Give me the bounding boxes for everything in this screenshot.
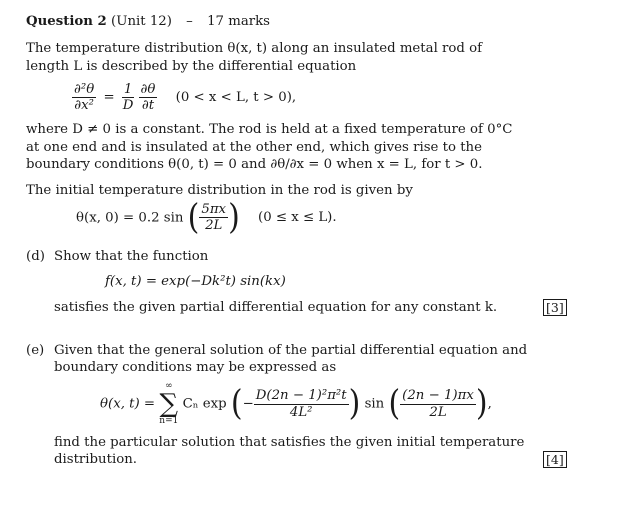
question-header — [26, 14, 270, 29]
part-e-line-3: find the particular solution that satisfies the given initial temperature — [54, 435, 525, 450]
header-dash: – — [186, 14, 193, 29]
initial-arg-fraction: $\frac{5\pi x}{2L}$ — [201, 202, 227, 234]
pde-coef-fraction: $\frac{1}{D}$ — [122, 82, 134, 114]
intro-line-1: The temperature distribution θ(x, t) along an insulated metal rod of — [26, 41, 483, 56]
part-d-line-1: Show that the function — [54, 249, 209, 264]
part-d-line-2: satisfies the given partial differential equation for any constant k. — [54, 300, 498, 315]
unit-label: (Unit 12) — [111, 14, 172, 29]
general-solution-equation: θ(x, t) = ∞ ∑ n=1 Cₙ exp (− $\frac{\text{D(2n − 1)²π²t}}{\text{4L²}}$ ) sin ( $\frac{(2n - 1)\pi x}{2L}$ ), — [100, 381, 492, 426]
part-e-marks: [4] — [543, 452, 567, 468]
general-lhs: θ(x, t) = — [100, 396, 156, 412]
part-d-formula: f(x, t) = exp(−Dk²t) sin(kx) — [105, 274, 286, 289]
part-e-label: (e) — [26, 343, 45, 358]
intro-line-2: length L is described by the differential equation — [26, 59, 357, 74]
initial-domain: (0 ≤ x ≤ L). — [258, 210, 337, 226]
sin-argument-fraction: $\frac{(2n - 1)\pi x}{2L}$ — [402, 388, 474, 420]
part-e-line-2: boundary conditions may be expressed as — [54, 360, 337, 375]
pde-rhs-fraction: $\frac{\partial\theta}{\partial t}$ — [140, 82, 156, 114]
initial-line: The initial temperature distribution in the rod is given by — [26, 183, 413, 198]
pde-domain: (0 < x < L, t > 0), — [175, 90, 297, 106]
initial-lhs: θ(x, 0) = 0.2 sin — [76, 210, 184, 226]
part-e-line-4: distribution. — [54, 452, 138, 467]
initial-condition-equation: θ(x, 0) = 0.2 sin ( $\frac{5\pi x}{2L}$ ) (0 ≤ x ≤ L). — [76, 197, 337, 238]
pde-equation: $\frac{\text{∂²θ}}{\text{∂x²}}$ = $\frac{1}{D}$ $\frac{\partial\theta}{\partial t}$ (0 < x < L, t > 0), — [74, 82, 297, 114]
total-marks: 17 marks — [207, 14, 270, 29]
summation-symbol: ∞ ∑ n=1 — [159, 381, 179, 426]
intro-line-5: boundary conditions θ(0, t) = 0 and ∂θ/∂x = 0 when x = L, for t > 0. — [26, 157, 483, 172]
sin-label: sin — [364, 396, 385, 412]
part-d-marks: [3] — [543, 300, 567, 316]
intro-line-3: where D ≠ 0 is a constant. The rod is held at a fixed temperature of 0°C — [26, 122, 513, 137]
question-number: Question 2 — [26, 14, 107, 29]
intro-line-4: at one end and is insulated at the other end, which gives rise to the — [26, 140, 482, 155]
part-d-label: (d) — [26, 249, 45, 264]
coefficient-exp: Cₙ exp — [182, 396, 227, 412]
part-e-line-1: Given that the general solution of the partial differential equation and — [54, 343, 528, 358]
exponent-fraction: $\frac{\text{D(2n − 1)²π²t}}{\text{4L²}}$ — [255, 388, 347, 420]
pde-lhs-fraction: $\frac{\text{∂²θ}}{\text{∂x²}}$ — [74, 82, 95, 114]
